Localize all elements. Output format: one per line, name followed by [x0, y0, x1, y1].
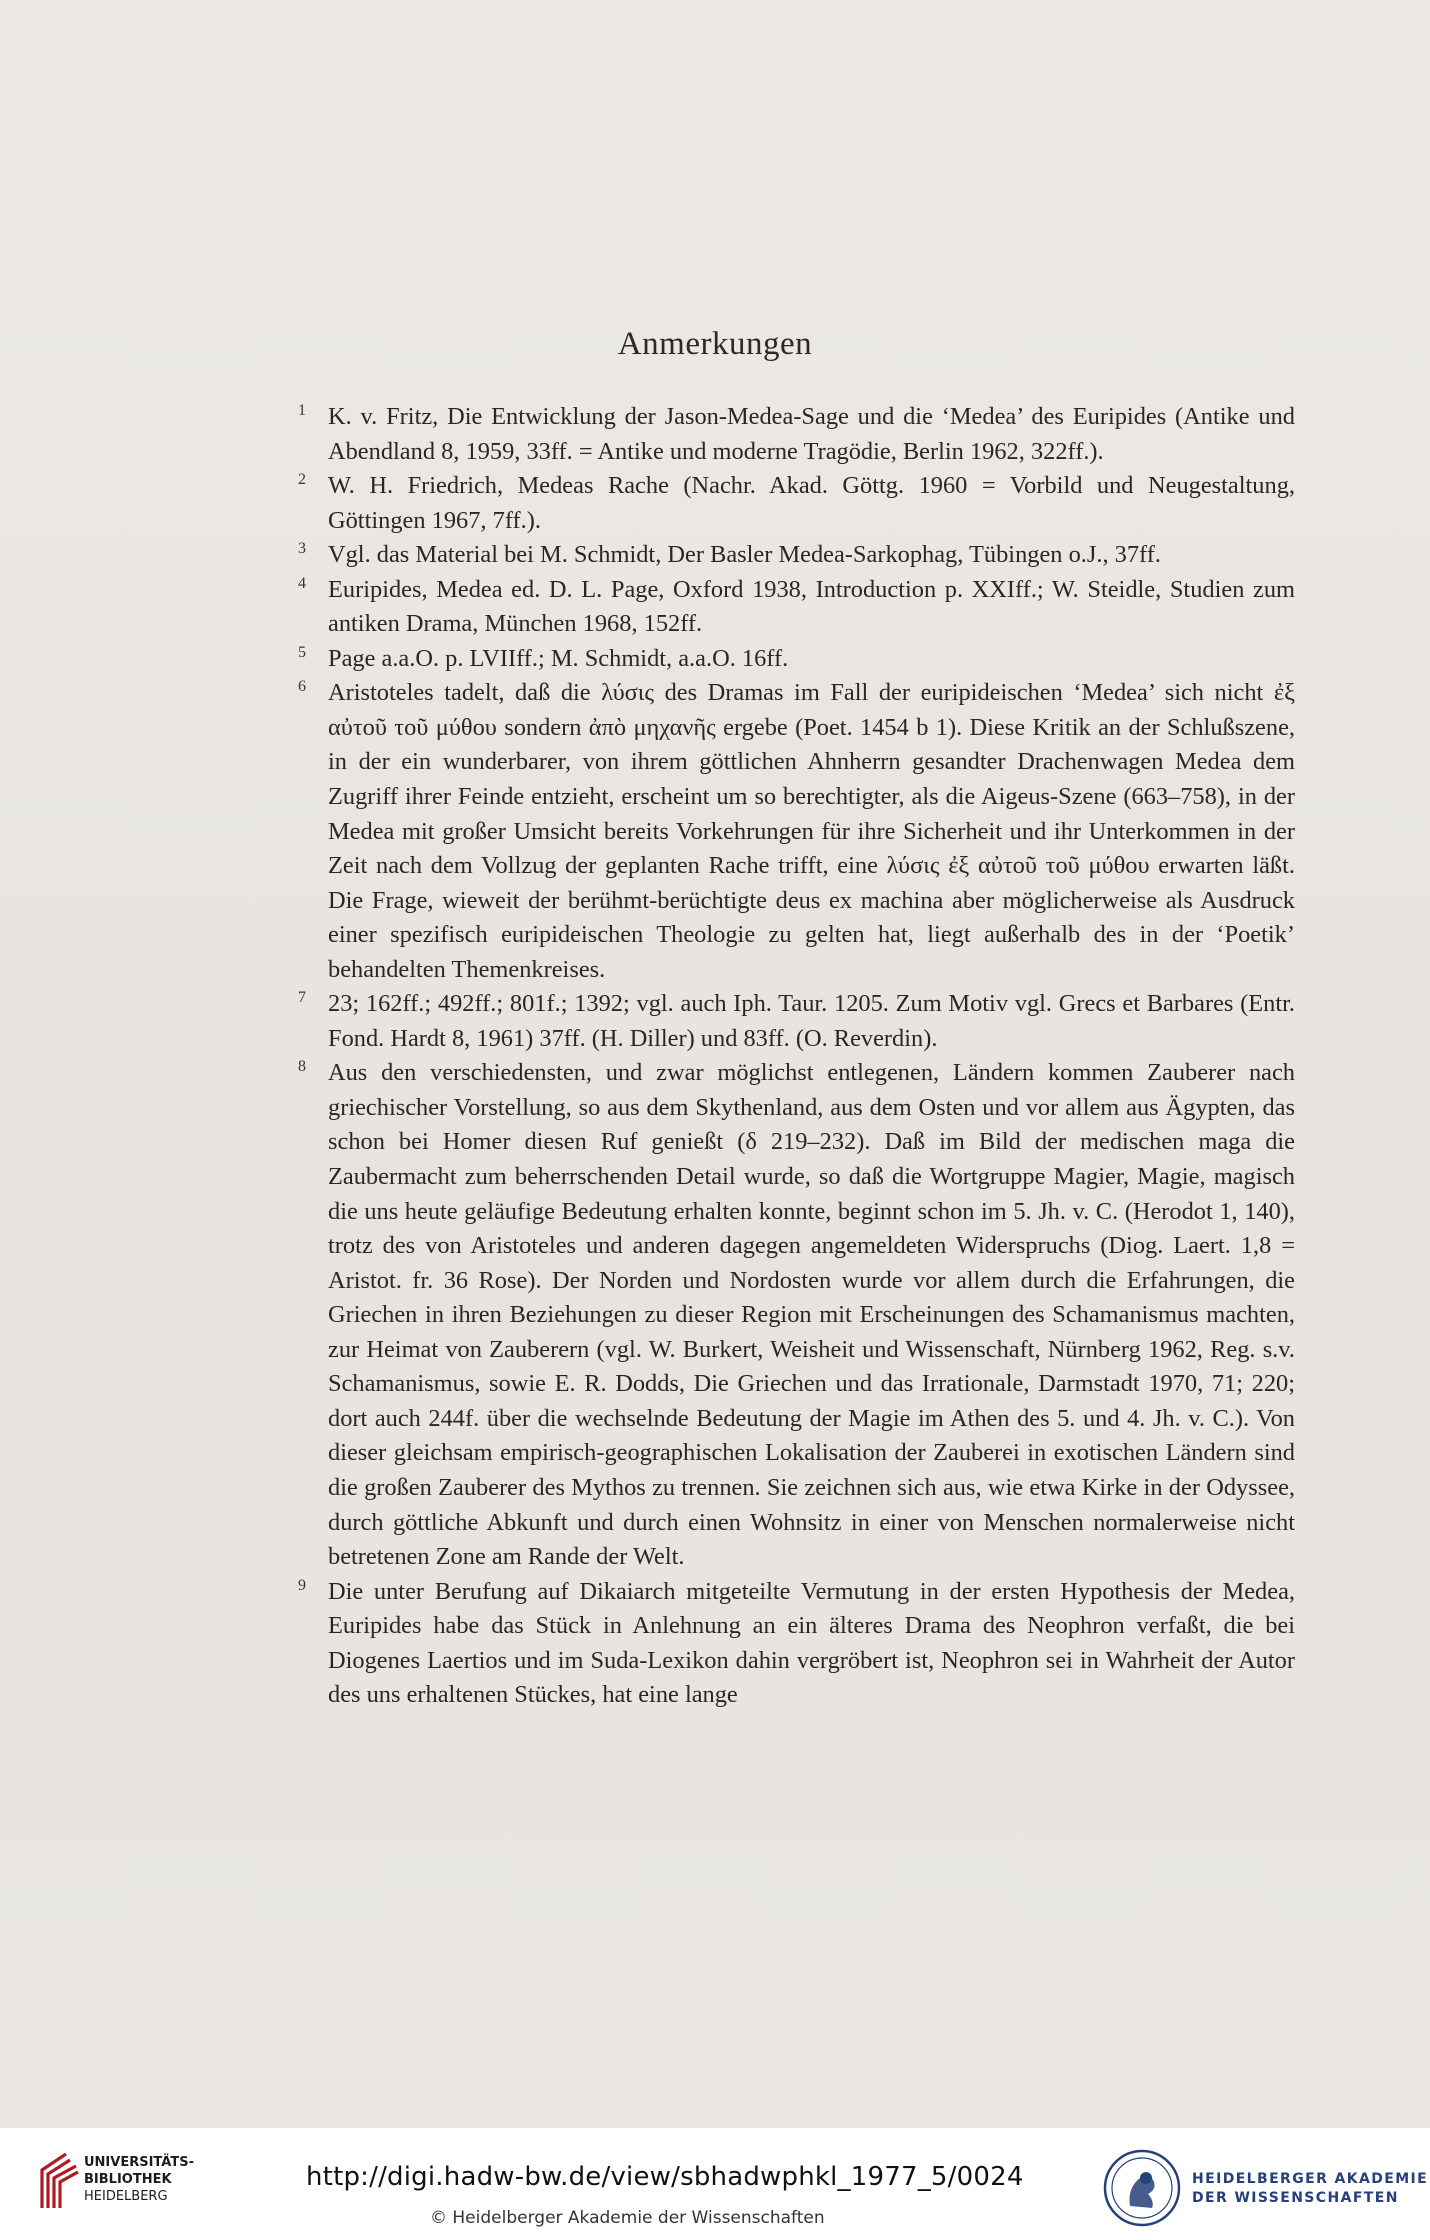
- footnote: [298, 573, 1295, 642]
- footnote-text: Aristoteles tadelt, daß die λύσις des Dramas im Fall der euripideischen ‘Medea’ sich nicht ἐξ αὐτοῦ τοῦ μύθου sondern ἀπὸ μηχανῆς ergebe (Poet. 1454 b 1). Diese Kritik an der Schlußszene, in der ein wunderbarer, von ihrem göttlichen Ahnherrn gesandter Drachenwagen Medea dem Zugriff ihrer Feinde entzieht, erscheint um so berechtigter, als die Aigeus-Szene (663–758), in der Medea mit großer Umsicht bereits Vorkehrungen für ihre Sicherheit und ihr Unterkommen in der Zeit nach dem Vollzug der geplanten Rache trifft, eine λύσις ἐξ αὐτοῦ τοῦ μύθου erwarten läßt. Die Frage, wieweit der berühmt-berüchtigte deus ex machina aber möglicherweise als Ausdruck einer spezifisch euripideischen Theologie zu gelten hat, liegt außerhalb des in der ‘Poetik’ behandelten Themenkreises.: [328, 679, 1295, 983]
- footnote-text: Die unter Berufung auf Dikaiarch mitgeteilte Vermutung in der ersten Hypothesis der Medea, Euripides habe das Stück in Anlehnung an ein älteres Drama des Neophron verfaßt, die bei Diogenes Laertios und im Suda-Lexikon dahin vergröbert ist, Neophron sei in Wahrheit der Autor des uns erhaltenen Stückes, hat eine lange: [328, 1577, 1295, 1709]
- footnote-text: W. H. Friedrich, Medeas Rache (Nachr. Akad. Göttg. 1960 = Vorbild und Neugestaltung, Göttingen 1967, 7ff.).: [328, 472, 1295, 534]
- footnote-text: Aus den verschiedensten, und zwar möglichst entlegenen, Ländern kommen Zauberer nach griechischer Vorstellung, so aus dem Skythenland, aus dem Osten und vor allem aus Ägypten, das schon bei Homer diesen Ruf genießt (δ 219–232). Daß im Bild der medischen maga die Zaubermacht zum beherrschenden Detail wurde, so daß die Wortgruppe Magier, Magie, magisch die uns heute geläufige Bedeutung erhalten konnte, beginnt schon im 5. Jh. v. C. (Herodot 1, 140), trotz des von Aristoteles und anderen dagegen angemeldeten Widerspruchs (Diog. Laert. 1,8 = Aristot. fr. 36 Rose). Der Norden und Nordosten wurde vor allem durch die Erfahrungen, die Griechen in ihren Beziehungen zu dieser Region mit Erscheinungen des Schamanismus machten, zur Heimat von Zauberern (vgl. W. Burkert, Weisheit und Wissenschaft, Nürnberg 1962, Reg. s.v. Schamanismus, sowie E. R. Dodds, Die Griechen und das Irrationale, Darmstadt 1970, 71; 220; dort auch 244f. über die wechselnde Bedeutung der Magie im Athen des 5. und 4. Jh. v. C.). Von dieser gleichsam empirisch-geographischen Lokalisation der Zauberei in exotischen Ländern sind die großen Zauberer des Mythos zu trennen. Sie zeichnen sich aus, wie etwa Kirke in der Odyssee, durch göttliche Abkunft und durch einen Wohnsitz in einer von Menschen normalerweise nicht betretenen Zone am Rande der Welt.: [328, 1059, 1295, 1571]
- academy-name: [1192, 2170, 1428, 2208]
- footnote: [298, 538, 1295, 573]
- library-name-line: HEIDELBERG: [84, 2189, 168, 2204]
- library-name-line: UNIVERSITÄTS-: [84, 2155, 194, 2170]
- footnote: [298, 987, 1295, 1056]
- footnote: [298, 1056, 1295, 1574]
- footnote-text: Vgl. das Material bei M. Schmidt, Der Basler Medea-Sarkophag, Tübingen o.J., 37ff.: [328, 541, 1161, 569]
- footnote-number: 1: [298, 402, 306, 419]
- footnote: [298, 676, 1295, 987]
- footnote-text: Euripides, Medea ed. D. L. Page, Oxford 1938, Introduction p. XXIff.; W. Steidle, Studien zum antiken Drama, München 1968, 152ff.: [328, 575, 1295, 638]
- copyright-notice: © Heidelberger Akademie der Wissenschaften: [430, 2208, 825, 2228]
- footnote: [298, 400, 1295, 469]
- footnote-list: [298, 400, 1295, 1713]
- page-title: Anmerkungen: [617, 326, 813, 362]
- footnote-number: 4: [298, 574, 306, 592]
- footnote-number: 2: [298, 471, 306, 489]
- footnote: [298, 1575, 1295, 1713]
- footnote-number: 6: [298, 678, 306, 696]
- footnote-number: 9: [298, 1576, 306, 1594]
- footnote-number: 5: [298, 643, 306, 661]
- university-library-name: [84, 2154, 194, 2205]
- academy-name-line: HEIDELBERGER AKADEMIE: [1192, 2171, 1429, 2187]
- footnote: [298, 469, 1295, 538]
- footnote-number: 7: [298, 989, 306, 1007]
- digitization-footer: [0, 2128, 1430, 2240]
- footnote-number: 8: [298, 1058, 306, 1076]
- footnote-text: K. v. Fritz, Die Entwicklung der Jason-Medea-Sage und die ‘Medea’ des Euripides (Antike und Abendland 8, 1959, 33ff. = Antike und moderne Tragödie, Berlin 1962, 322ff.).: [328, 403, 1295, 465]
- library-name-line: BIBLIOTHEK: [84, 2172, 172, 2187]
- footnote-number: 3: [298, 540, 306, 558]
- academy-seal-icon: [1102, 2148, 1182, 2228]
- footnote-text: 23; 162ff.; 492ff.; 801f.; 1392; vgl. auch Iph. Taur. 1205. Zum Motiv vgl. Grecs et Barbares (Entr. Fond. Hardt 8, 1961) 37ff. (H. Diller) und 83ff. (O. Reverdin).: [328, 990, 1295, 1052]
- footnote: [298, 642, 1295, 677]
- academy-name-line: DER WISSENSCHAFTEN: [1192, 2190, 1399, 2206]
- university-library-logo-icon: [36, 2150, 80, 2210]
- footnote-text: Page a.a.O. p. LVIIff.; M. Schmidt, a.a.O. 16ff.: [328, 644, 789, 672]
- permalink-url[interactable]: http://digi.hadw-bw.de/view/sbhadwphkl_1977_5/0024: [306, 2162, 1024, 2192]
